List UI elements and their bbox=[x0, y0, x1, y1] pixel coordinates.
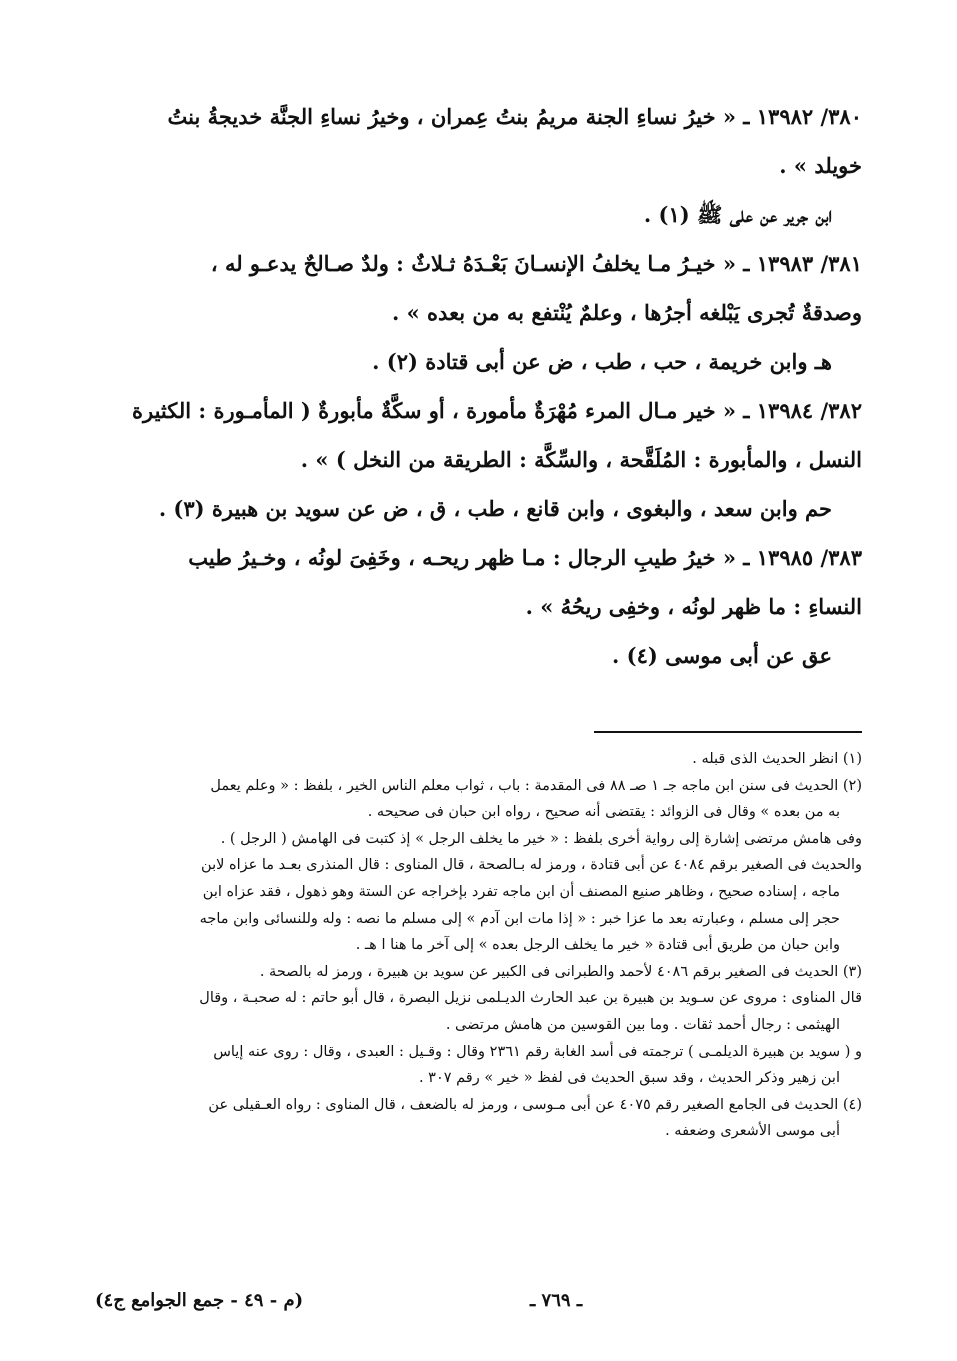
footnote-1: (١) انظر الحديث الذى قبله . bbox=[692, 751, 862, 767]
footnote-3-line-4: و ( سويد بن هبيرة الديلمـى ) ترجمته فى أسد الغابة رقم ٢٣٦١ وقال : وقـيل : العبدى ، وقال : روى عنه إياس bbox=[213, 1043, 862, 1060]
footnote-2-line-7: وابن حبان من طريق أبى قتادة « خير ما يخلف الرجل بعده » إلى آخر ما هنا ا هـ . bbox=[355, 937, 840, 954]
footnote-divider bbox=[594, 731, 862, 733]
hadith-383-line-1: ٣٨٣/ ١٣٩٨٥ ـ « خيرُ طيبِ الرجال : مـا ظهر ريحـه ، وخَفِىَ لونُه ، وخـيرُ طيب bbox=[188, 545, 862, 570]
footnote-3-line-5: ابن زهير وذكر الحديث ، وقد سبق الحديث فى لفظ « خير » رقم ٣٠٧ . bbox=[418, 1070, 840, 1087]
hadith-380-source: ابن جرير عن على ﷺ (١) . bbox=[643, 202, 832, 227]
footnote-2-line-1: (٢) الحديث فى سنن ابن ماجه جـ ١ صـ ٨٨ فى المقدمة : باب ، ثواب معلم الناس الخير ، بلفظ : « وعلم يعمل bbox=[210, 777, 862, 794]
hadith-381-line-2: وصدقةٌ تُجرى يَبْلغه أجرُها ، وعلمٌ يُنْتفع به من بعده » . bbox=[391, 300, 862, 325]
hadith-382-source: حم وابن سعد ، والبغوى ، وابن قانع ، طب ، ق ، ض عن سويد بن هبيرة (٣) . bbox=[158, 496, 832, 521]
footnote-3-line-2: قال المناوى : مروى عن سـويد بن هبيرة بن عبد الحارث الديـلمى نزيل البصرة ، قال أبو حاتم : له صحبـة ، وقال bbox=[199, 990, 862, 1007]
footnote-4-line-1: (٤) الحديث فى الجامع الصغير رقم ٤٠٧٥ عن أبى مـوسى ، ورمز له بالضعف ، قال المناوى : رواه العـقيلى عن bbox=[208, 1096, 862, 1113]
hadith-383-line-2: النساءِ : ما ظهر لونُه ، وخفِى ريحُهُ » . bbox=[525, 594, 862, 619]
footnote-2-line-2: به من بعده » وقال فى الزوائد : يقتضى أنه صحيح ، رواه ابن حبان فى صحيحه . bbox=[367, 804, 840, 821]
footnote-3-line-1: (٣) الحديث فى الصغير برقم ٤٠٨٦ لأحمد والطبرانى فى الكبير عن سويد بن هبيرة ، ورمز له بالصحة . bbox=[259, 963, 862, 980]
hadith-383-source: عق عن أبى موسى (٤) . bbox=[612, 643, 832, 668]
hadith-381-source: هـ وابن خريمة ، حب ، طب ، ض عن أبى قتادة (٢) . bbox=[372, 349, 832, 374]
footnotes bbox=[95, 746, 862, 1145]
page-footer bbox=[95, 1290, 862, 1320]
hadith-380-line-2: خويلد » . bbox=[779, 153, 862, 178]
footnote-2-line-6: حجر إلى مسلم ، وعبارته بعد ما عزا خبر : « إذا مات ابن آدم » إلى مسلم ما نصه : وله وللنسائى وابن ماجه bbox=[199, 910, 840, 927]
hadith-382-line-1: ٣٨٢/ ١٣٩٨٤ ـ « خير مـال المرء مُهْرَةٌ مأمورة ، أو سكَّةٌ مأبورةٌ ( المأمـورة : الكثيرة bbox=[131, 398, 862, 423]
hadith-380-line-1: ٣٨٠/ ١٣٩٨٢ ـ « خيرُ نساءِ الجنة مريمُ بنتُ عِمران ، وخيرُ نساءِ الجنَّة خديجةُ بنتُ bbox=[167, 104, 862, 129]
footnote-4-line-2: أبى موسى الأشعرى وضعفه . bbox=[665, 1123, 840, 1140]
footnote-3-line-3: الهيثمى : رجال أحمد ثقات . وما بين القوسين من هامش مرتضى . bbox=[445, 1016, 840, 1033]
book-signature: (م - ٤٩ - جمع الجوامع ج٤) bbox=[95, 1290, 304, 1311]
footnote-2-line-3: وفى هامش مرتضى إشارة إلى رواية أخرى بلفظ : « خير ما يخلف الرجل » إذ كتبت فى الهامش ( الرجل ) . bbox=[220, 830, 862, 847]
footnote-2-line-4: والحديث فى الصغير برقم ٤٠٨٤ عن أبى قتادة ، ورمز له بـالصحة ، قال المناوى : قال المنذرى بعـد ما عزاه لابن bbox=[201, 857, 862, 874]
footnote-2-line-5: ماجه ، إسناده صحيح ، وظاهر صنيع المصنف أن ابن ماجه تفرد بإخراجه عن الستة وهو ذهول ، فقد عزاه ابن bbox=[202, 883, 840, 900]
hadith-382-line-2: النسل ، والمأبورة : المُلَقَّحة ، والسِّكَّة : الطريقة من النخل ) » . bbox=[300, 447, 862, 472]
page-number: ـ ٧٦٩ ـ bbox=[530, 1290, 583, 1311]
hadith-381-line-1: ٣٨١/ ١٣٩٨٣ ـ « خيـرُ مـا يخلفُ الإنسـانَ بَعْـدَهُ ثـلاثٌ : ولدٌ صـالحٌ يدعـو له ، bbox=[210, 251, 862, 276]
main-text bbox=[95, 92, 862, 680]
